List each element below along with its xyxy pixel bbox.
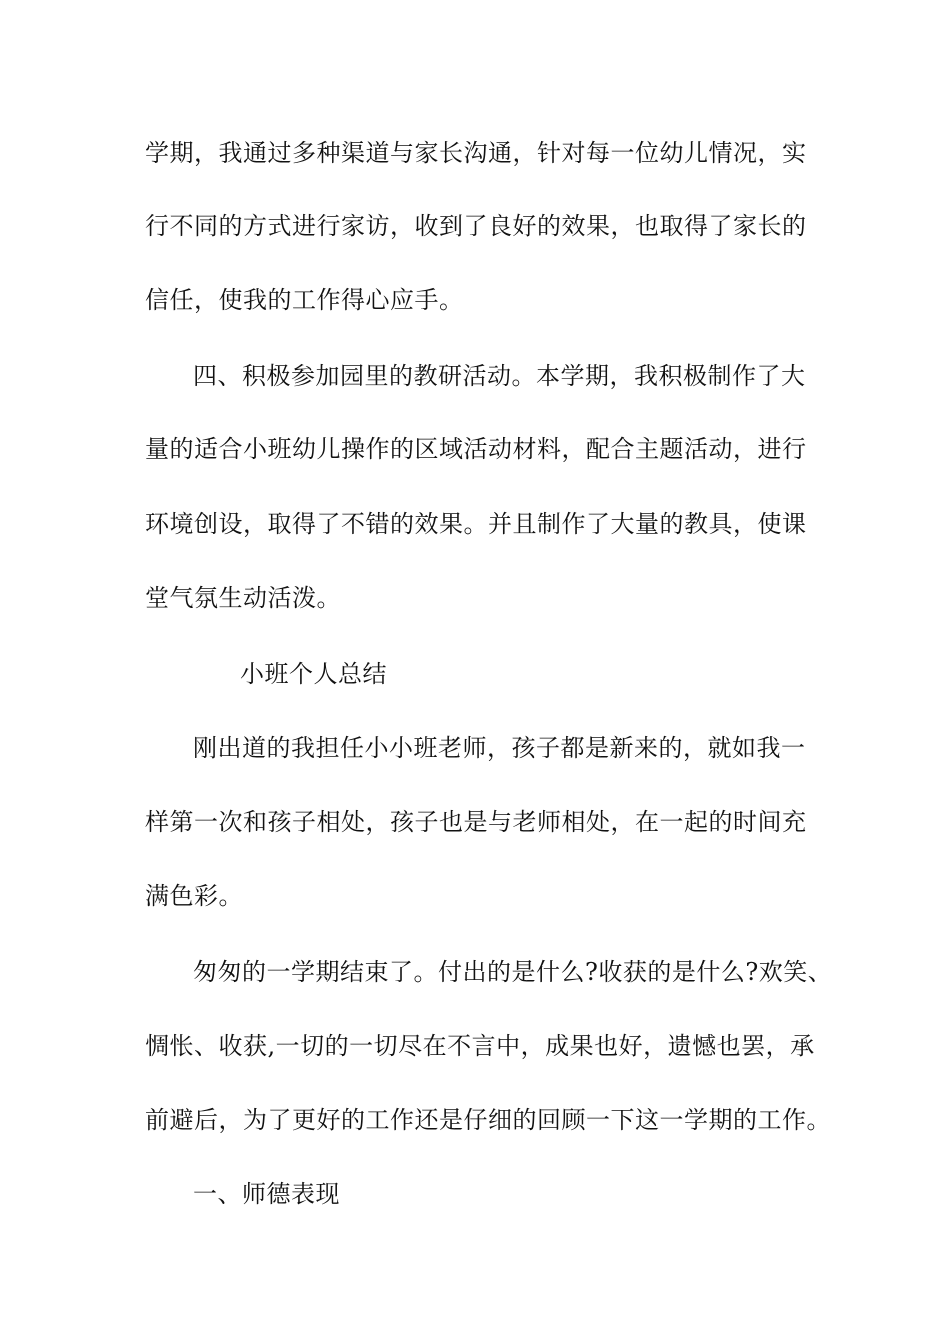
paragraph-line: 满色彩。 [145, 882, 243, 910]
paragraph-line: 信任，使我的工作得心应手。 [145, 286, 464, 314]
paragraph-line: 学期，我通过多种渠道与家长沟通，针对每一位幼儿情况，实 [145, 139, 807, 167]
paragraph-line: 环境创设，取得了不错的效果。并且制作了大量的教具，使课 [145, 510, 807, 538]
paragraph-line: 惆怅、收获,一切的一切尽在不言中，成果也好，遗憾也罢，承 [145, 1032, 815, 1060]
paragraph-line: 量的适合小班幼儿操作的区域活动材料，配合主题活动，进行 [145, 435, 807, 463]
paragraph-line: 样第一次和孩子相处，孩子也是与老师相处，在一起的时间充 [145, 808, 807, 836]
section-title: 小班个人总结 [240, 660, 387, 688]
paragraph-line: 匆匆的一学期结束了。付出的是什么?收获的是什么?欢笑、 [193, 958, 833, 986]
paragraph-line: 前避后，为了更好的工作还是仔细的回顾一下这一学期的工作。 [145, 1106, 831, 1134]
section-heading: 一、师德表现 [193, 1180, 340, 1208]
paragraph-line: 行不同的方式进行家访，收到了良好的效果，也取得了家长的 [145, 212, 807, 240]
paragraph-line: 刚出道的我担任小小班老师，孩子都是新来的，就如我一 [193, 734, 806, 762]
paragraph-line: 四、积极参加园里的教研活动。本学期，我积极制作了大 [193, 362, 806, 390]
paragraph-line: 堂气氛生动活泼。 [145, 584, 341, 612]
